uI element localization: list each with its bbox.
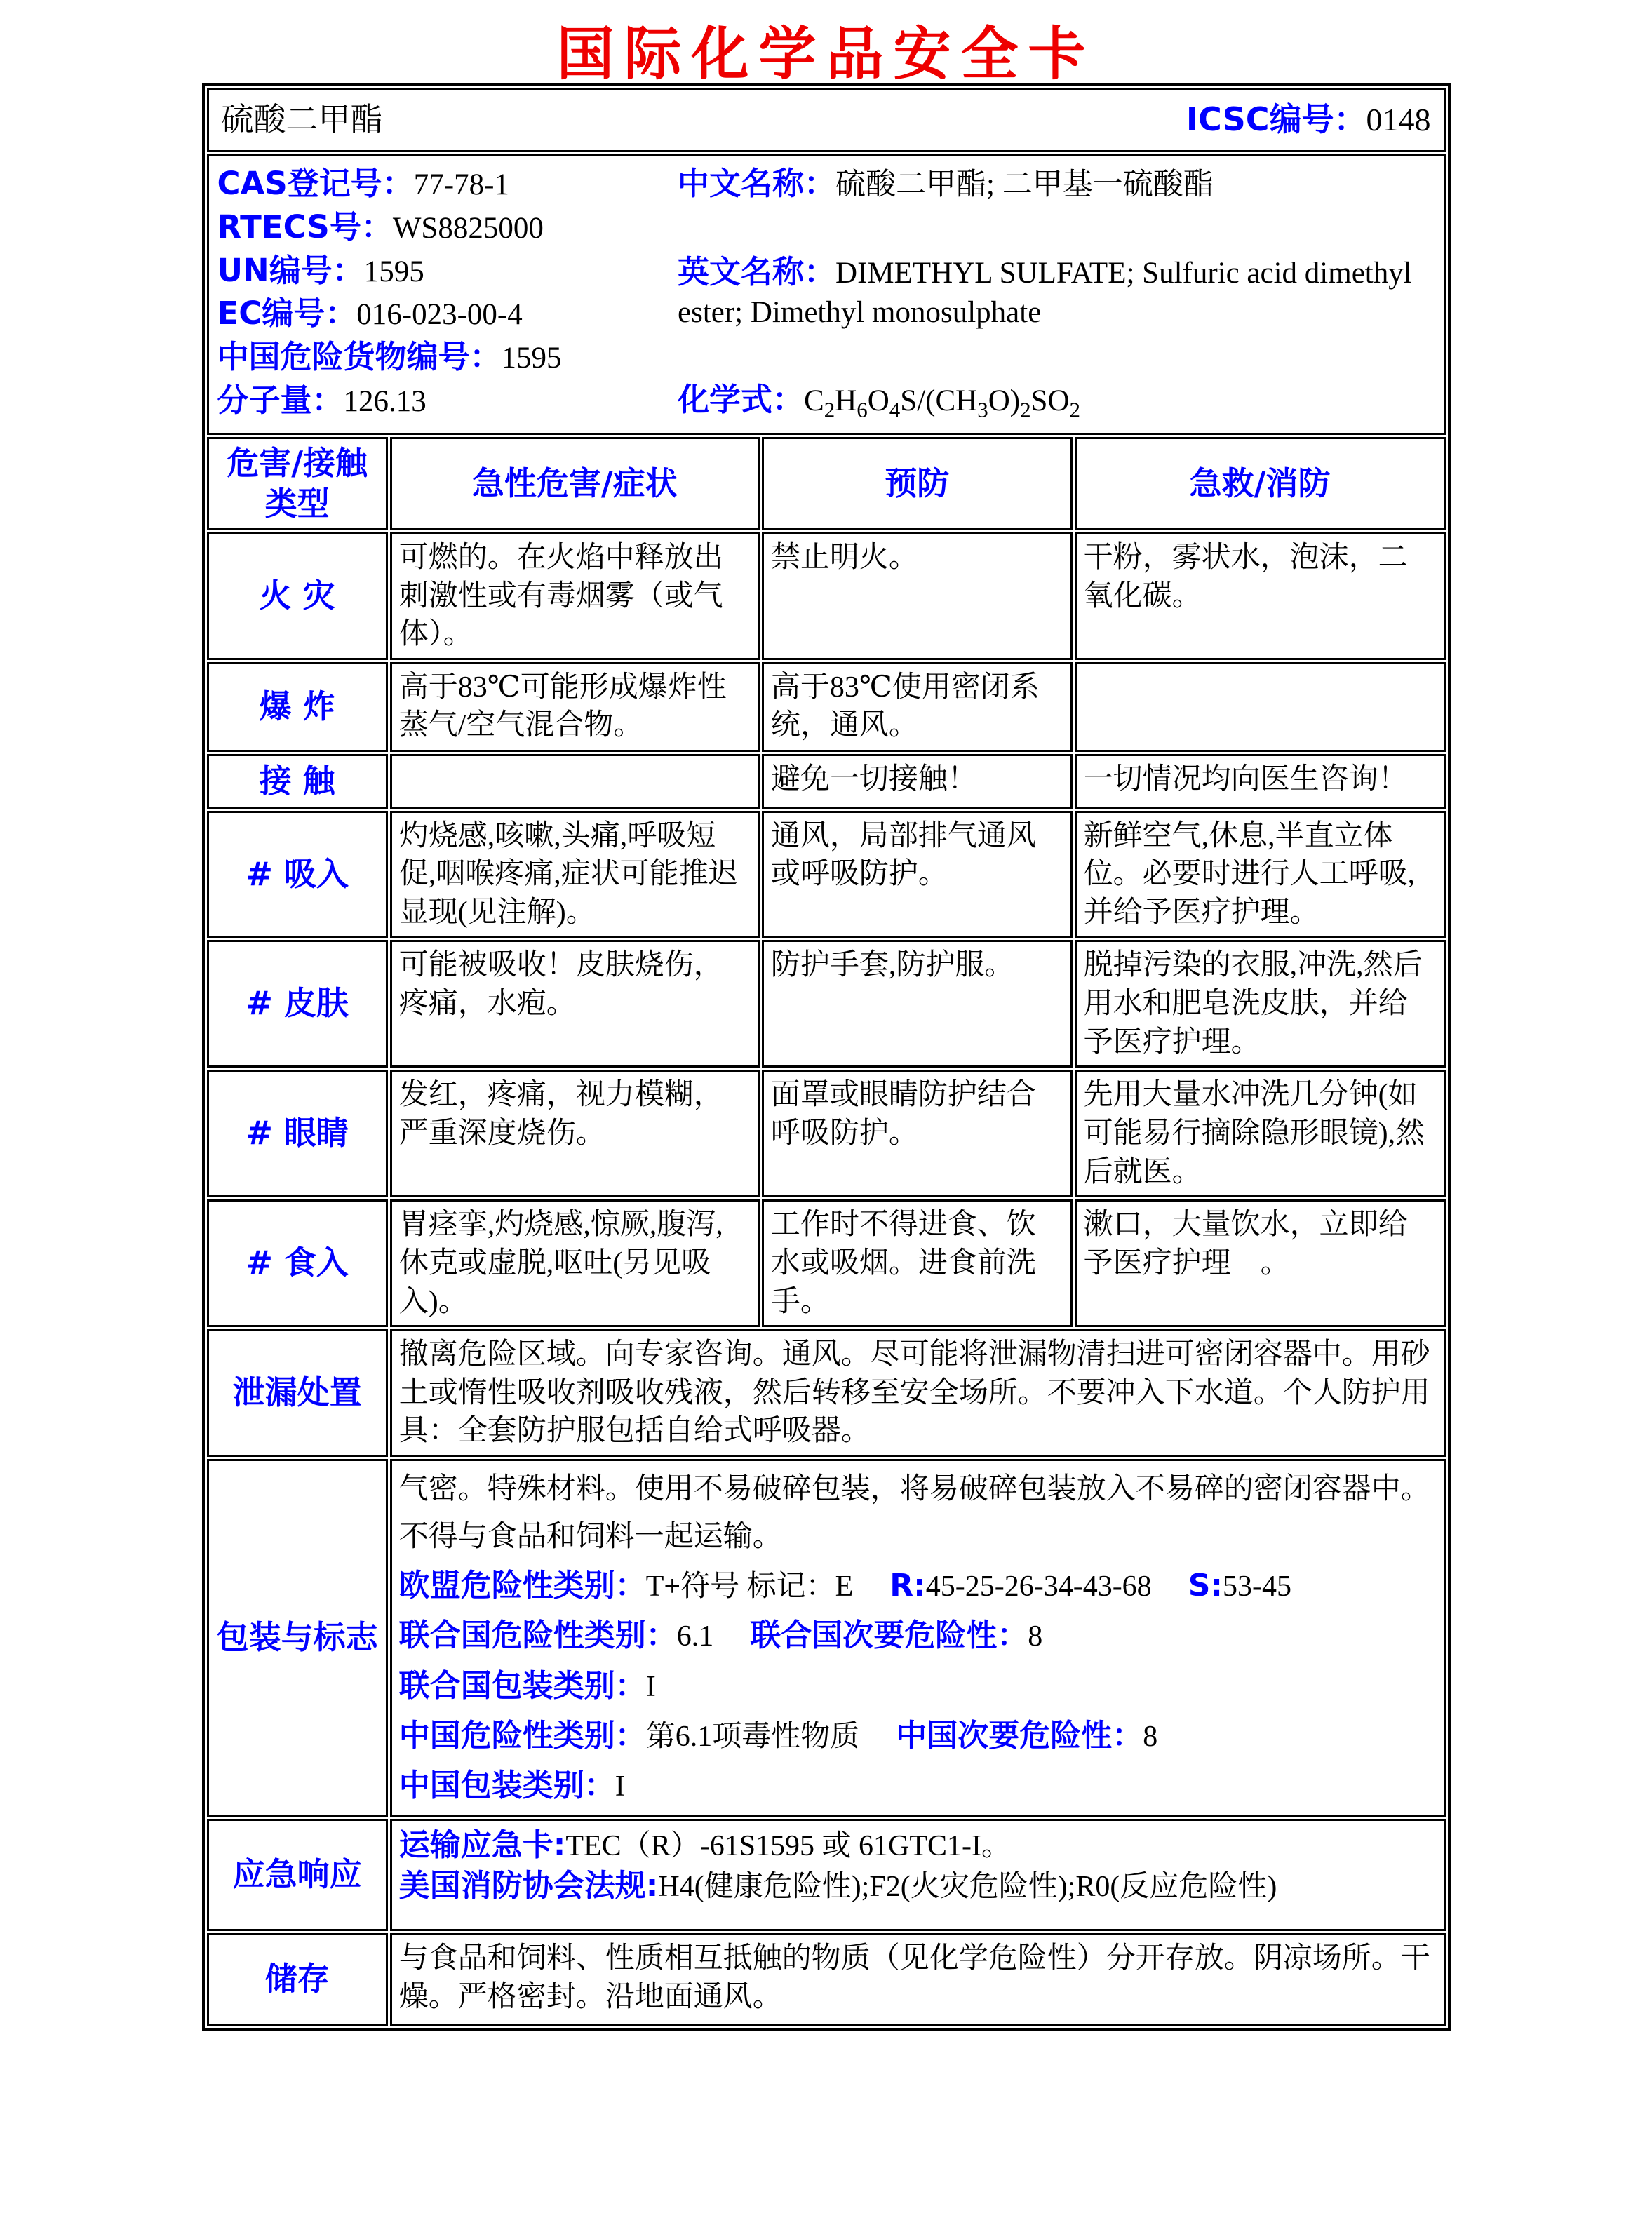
hazard-row-fire	[207, 532, 1446, 660]
eyes-symptoms-cell: 发红，疼痛，视力模糊，严重深度烧伤。	[390, 1070, 760, 1197]
nfpa-code-line	[399, 1866, 1437, 1906]
fire-type-label: 火 灾	[207, 532, 388, 660]
storage-row	[207, 1933, 1446, 2026]
transport-emergency-card-label: 运输应急卡:	[398, 1827, 566, 1864]
rtecs-number-label: RTECS号：	[217, 208, 393, 245]
substance-header	[216, 99, 1437, 141]
nfpa-code-value: H4(健康危险性);F2(火灾危险性);R0(反应危险性)	[658, 1870, 1277, 1903]
transport-emergency-card-value: TEC（R）-61S1595 或 61GTC1-I。	[565, 1830, 1012, 1863]
emergency-response-label: 应急响应	[207, 1819, 388, 1931]
emergency-response-cell	[390, 1819, 1446, 1931]
identification-row	[207, 154, 1446, 435]
cn-hazard-class-value: 第6.1项毒性物质	[645, 1720, 860, 1753]
skin-response-cell: 脱掉污染的衣服,冲洗,然后用水和肥皂洗皮肤，并给予医疗护理。	[1075, 940, 1446, 1068]
header-hazard-type-line2: 类型	[264, 484, 330, 523]
header-prevention: 预防	[762, 437, 1073, 530]
hazard-row-inhalation	[207, 811, 1446, 939]
eu-hazard-class-value: T+符号 标记：E	[645, 1570, 854, 1603]
chemical-formula-value: $C_2H_6O_4S/(CH_3O)_2SO_2$	[804, 384, 1080, 422]
eu-hazard-class-line	[399, 1561, 1437, 1610]
ingestion-prevention-cell: 工作时不得进食、饮水或吸烟。进食前洗手。	[762, 1199, 1073, 1327]
substance-header-row	[207, 88, 1446, 152]
s-phrases-value: 53-45	[1222, 1570, 1291, 1603]
s-phrases-label: S:	[1188, 1567, 1223, 1603]
contact-type-label: 接 触	[207, 754, 388, 809]
transport-emergency-card-line	[399, 1825, 1437, 1866]
contact-symptoms-cell	[390, 754, 760, 809]
header-hazard-type	[207, 437, 388, 530]
cn-subsidiary-risk-label: 中国次要危险性：	[896, 1717, 1143, 1754]
hazard-row-contact	[207, 754, 1446, 809]
packaging-labelling-row	[207, 1459, 1446, 1817]
r-phrases-label: R:	[889, 1567, 926, 1603]
china-dg-number-line	[217, 337, 674, 378]
spill-disposal-row	[207, 1329, 1446, 1457]
un-hazard-class-value: 6.1	[676, 1620, 714, 1653]
eu-hazard-class-label: 欧盟危险性类别：	[398, 1567, 646, 1603]
inhalation-response-cell: 新鲜空气,休息,半直立体位。必要时进行人工呼吸,并给予医疗护理。	[1075, 811, 1446, 939]
skin-prevention-cell: 防护手套,防护服。	[762, 940, 1073, 1068]
cas-number-value: 77-78-1	[413, 168, 509, 201]
emergency-response-row	[207, 1819, 1446, 1931]
contact-prevention-cell: 避免一切接触！	[762, 754, 1073, 809]
un-hazard-class-label: 联合国危险性类别：	[398, 1617, 677, 1654]
un-number-line	[217, 250, 674, 292]
identifier-list	[216, 161, 674, 429]
packaging-labelling-label: 包装与标志	[207, 1459, 388, 1817]
cn-hazard-class-line	[399, 1711, 1437, 1761]
cn-packing-group-value: I	[615, 1770, 625, 1803]
hazard-row-skin	[207, 940, 1446, 1068]
fire-prevention-cell: 禁止明火。	[762, 532, 1073, 660]
un-number-label: UN编号：	[217, 251, 364, 289]
english-name-line	[678, 252, 1437, 332]
inhalation-prevention-cell: 通风，局部排气通风或呼吸防护。	[762, 811, 1073, 939]
un-number-value: 1595	[363, 255, 424, 288]
ingestion-symptoms-cell: 胃痉挛,灼烧感,惊厥,腹泻,休克或虚脱,呕吐(另见吸入)。	[390, 1199, 760, 1327]
hazard-row-ingestion	[207, 1199, 1446, 1327]
header-hazard-type-line1: 危害/接触	[227, 444, 368, 482]
hazard-row-eyes	[207, 1070, 1446, 1197]
storage-cell: 与食品和饲料、性质相互抵触的物质（见化学危险性）分开存放。阴凉场所。干燥。严格密封。沿地面通风。	[390, 1933, 1446, 2026]
un-packing-group-label: 联合国包装类别：	[398, 1667, 646, 1704]
ingestion-response-cell: 漱口，大量饮水，立即给予医疗护理 。	[1075, 1199, 1446, 1327]
un-hazard-class-line	[399, 1610, 1437, 1660]
cn-subsidiary-risk-value: 8	[1143, 1720, 1158, 1753]
fire-symptoms-cell: 可燃的。在火焰中释放出刺激性或有毒烟雾（或气体）。	[390, 532, 760, 660]
rtecs-number-line	[217, 207, 674, 248]
english-name-label: 英文名称：	[678, 253, 836, 291]
packaging-intro	[399, 1465, 1437, 1561]
molecular-weight-label: 分子量：	[217, 382, 344, 419]
icsc-card-table	[202, 83, 1451, 2031]
china-dg-number-label: 中国危险货物编号：	[217, 338, 502, 376]
chemical-formula-label: 化学式：	[678, 381, 805, 419]
un-subsidiary-risk-value: 8	[1028, 1620, 1043, 1653]
nfpa-code-label: 美国消防协会法规:	[398, 1867, 659, 1904]
r-phrases-value: 45-25-26-34-43-68	[925, 1570, 1152, 1603]
ec-number-label: EC编号：	[217, 295, 357, 332]
eyes-type-label: # 眼睛	[207, 1070, 388, 1197]
explosion-response-cell	[1075, 662, 1446, 752]
explosion-prevention-cell: 高于83℃使用密闭系统，通风。	[762, 662, 1073, 752]
chemical-formula-line	[678, 379, 1437, 424]
eyes-response-cell: 先用大量水冲洗几分钟(如可能易行摘除隐形眼镜),然后就医。	[1075, 1070, 1446, 1197]
eyes-prevention-cell: 面罩或眼睛防护结合呼吸防护。	[762, 1070, 1073, 1197]
ingestion-type-label: # 食入	[207, 1199, 388, 1327]
cas-number-label: CAS登记号：	[217, 165, 414, 202]
cn-hazard-class-label: 中国危险性类别：	[398, 1717, 646, 1754]
inhalation-type-label: # 吸入	[207, 811, 388, 939]
fire-response-cell: 干粉，雾状水，泡沫，二氧化碳。	[1075, 532, 1446, 660]
chinese-name-value: 硫酸二甲酯; 二甲基一硫酸酯	[835, 168, 1214, 201]
substance-name: 硫酸二甲酯	[221, 102, 383, 138]
icsc-number-label: ICSC编号：	[1186, 100, 1366, 139]
header-acute-hazards: 急性危害/症状	[390, 437, 760, 530]
chinese-name-label: 中文名称：	[678, 165, 836, 202]
inhalation-symptoms-cell: 灼烧感,咳嗽,头痛,呼吸短促,咽喉疼痛,症状可能推迟显现(见注解)。	[390, 811, 760, 939]
table-header-row	[207, 437, 1446, 530]
identification-wrap	[216, 161, 1437, 429]
ec-number-value: 016-023-00-4	[356, 298, 523, 332]
china-dg-number-value: 1595	[501, 342, 562, 375]
explosion-type-label: 爆 炸	[207, 662, 388, 752]
packaging-intro-text: 气密。特殊材料。使用不易破碎包装，将易破碎包装放入不易碎的密闭容器中。不得与食品和饲料一起运输。	[398, 1472, 1430, 1553]
contact-response-cell: 一切情况均向医生咨询！	[1075, 754, 1446, 809]
spill-disposal-cell: 撤离危险区域。向专家咨询。通风。尽可能将泄漏物清扫进可密闭容器中。用砂土或惰性吸收剂吸收残液，然后转移至安全场所。不要冲入下水道。个人防护用具：全套防护服包括自给式呼吸器。	[390, 1329, 1446, 1457]
skin-symptoms-cell: 可能被吸收！皮肤烧伤，疼痛，水疱。	[390, 940, 760, 1068]
explosion-symptoms-cell: 高于83℃可能形成爆炸性蒸气/空气混合物。	[390, 662, 760, 752]
icsc-number	[1186, 99, 1431, 141]
chinese-name-line	[678, 163, 1437, 205]
icsc-number-value: 0148	[1366, 102, 1431, 138]
cas-number-line	[217, 163, 674, 205]
un-packing-group-value: I	[645, 1670, 656, 1703]
cn-packing-group-label: 中国包装类别：	[398, 1768, 615, 1804]
storage-label: 储存	[207, 1933, 388, 2026]
un-subsidiary-risk-label: 联合国次要危险性：	[750, 1617, 1028, 1654]
skin-type-label: # 皮肤	[207, 940, 388, 1068]
packaging-labelling-cell	[390, 1459, 1446, 1817]
chemical-names	[673, 161, 1437, 429]
spill-disposal-label: 泄漏处置	[207, 1329, 388, 1457]
header-first-aid: 急救/消防	[1075, 437, 1446, 530]
molecular-weight-value: 126.13	[343, 385, 427, 419]
identification-cell	[207, 154, 1446, 435]
substance-header-cell	[207, 88, 1446, 152]
un-packing-group-line	[399, 1661, 1437, 1711]
hazard-row-explosion	[207, 662, 1446, 752]
english-name-value: DIMETHYL SULFATE; Sulfuric acid dimethyl ester; Dimethyl monosulphate	[678, 257, 1412, 330]
rtecs-number-value: WS8825000	[392, 211, 544, 245]
cn-packing-group-line	[399, 1761, 1437, 1810]
page-title: 国际化学品安全卡	[556, 21, 1096, 88]
ec-number-line	[217, 293, 674, 335]
molecular-weight-line	[217, 380, 674, 422]
